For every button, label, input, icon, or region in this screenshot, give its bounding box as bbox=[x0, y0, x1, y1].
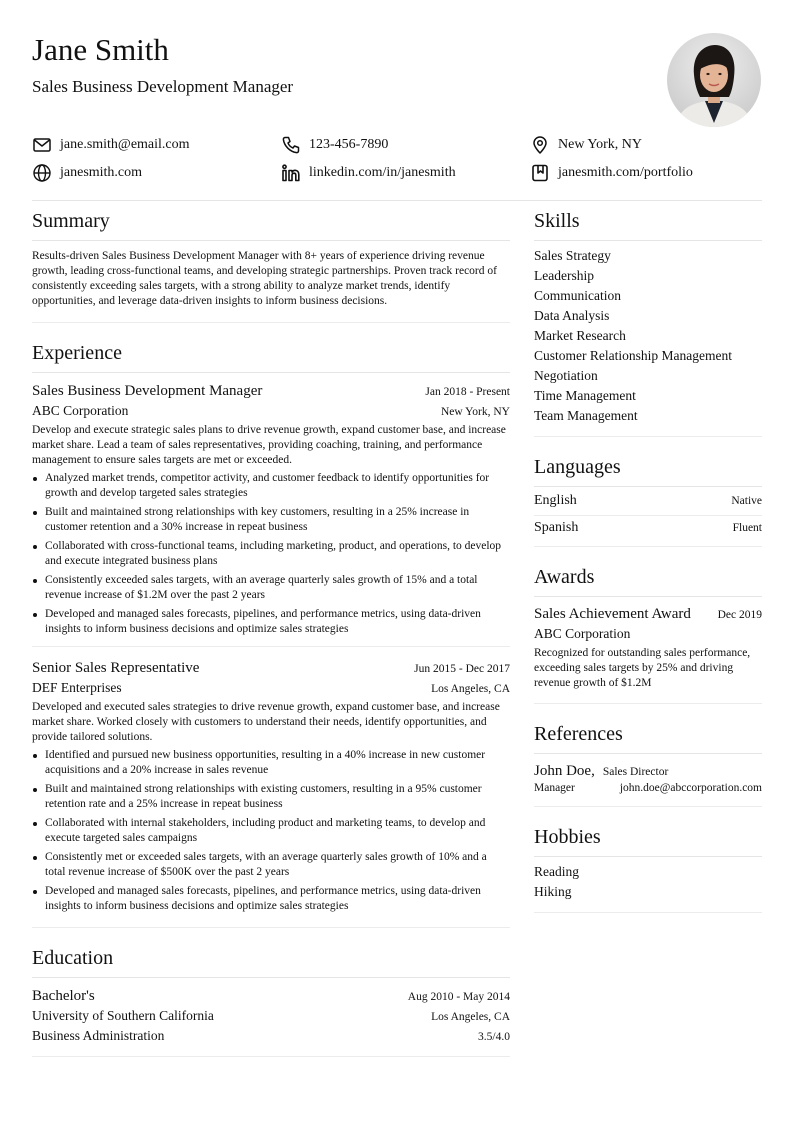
hobbies-section bbox=[534, 807, 762, 913]
hobbies-heading: Hobbies bbox=[534, 824, 762, 857]
language-level: Fluent bbox=[732, 522, 762, 534]
skill-item: Communication bbox=[534, 288, 621, 303]
contact-website[interactable] bbox=[32, 163, 281, 183]
job-bullet: Developed and managed sales forecasts, pipelines, and performance metrics, using data-driven insights to inform business decisions and optimize sales strategies bbox=[32, 607, 510, 637]
candidate-name: Jane Smith bbox=[32, 32, 169, 67]
job-bullets bbox=[32, 471, 510, 637]
job-title: Sales Business Development Manager bbox=[32, 383, 263, 399]
experience-heading: Experience bbox=[32, 340, 510, 373]
job-company: ABC Corporation bbox=[32, 403, 129, 418]
job-description: Developed and executed sales strategies to drive revenue growth, expand customer base, and increase market share. Worked closely with customers to understand their needs, identify opportunities, and provide tailored solutions. bbox=[32, 701, 500, 743]
reference-email[interactable]: john.doe@abccorporation.com bbox=[619, 782, 762, 794]
reference-name: John Doe, bbox=[534, 763, 595, 779]
contact-portfolio[interactable] bbox=[530, 163, 762, 183]
education-school: University of Southern California bbox=[32, 1008, 214, 1023]
sidebar-column bbox=[534, 208, 762, 913]
phone-text: 123-456-7890 bbox=[309, 137, 389, 152]
awards-heading: Awards bbox=[534, 564, 762, 597]
contact-phone[interactable] bbox=[281, 135, 530, 155]
award-description: Recognized for outstanding sales performance, exceeding sales targets by 25% and driving revenue growth of $1.2M bbox=[534, 647, 751, 689]
references-heading: References bbox=[534, 721, 762, 754]
map-pin-icon bbox=[530, 135, 550, 155]
skill-item: Time Management bbox=[534, 388, 636, 403]
skill-item: Customer Relationship Management bbox=[534, 348, 732, 363]
job-bullet: Built and maintained strong relationships with existing customers, resulting in a 95% customer retention rate and a 25% increase in repeat business bbox=[32, 782, 510, 812]
award-date: Dec 2019 bbox=[717, 609, 762, 621]
contact-location bbox=[530, 135, 762, 155]
job-entry bbox=[32, 373, 510, 637]
skills-section bbox=[534, 208, 762, 437]
job-bullet: Collaborated with internal stakeholders, including product and marketing teams, to develop and execute targeted sales campaigns bbox=[32, 816, 510, 846]
summary-heading: Summary bbox=[32, 208, 510, 241]
job-dates: Jun 2015 - Dec 2017 bbox=[414, 663, 510, 675]
job-company: DEF Enterprises bbox=[32, 680, 122, 695]
language-item bbox=[534, 487, 762, 515]
job-location: New York, NY bbox=[440, 406, 510, 418]
header-divider bbox=[32, 200, 762, 201]
education-heading: Education bbox=[32, 945, 510, 978]
portfolio-text: janesmith.com/portfolio bbox=[558, 165, 693, 180]
job-bullet: Consistently exceeded sales targets, with an average quarterly sales growth of 15% and a total revenue increase of $1.2M over the past 2 years bbox=[32, 573, 510, 603]
phone-icon bbox=[281, 135, 301, 155]
award-organization: ABC Corporation bbox=[534, 626, 631, 641]
email-text: jane.smith@email.com bbox=[60, 137, 190, 152]
hobby-item: Hiking bbox=[534, 884, 572, 899]
globe-icon bbox=[32, 163, 52, 183]
skill-item: Sales Strategy bbox=[534, 248, 611, 263]
education-degree: Bachelor's bbox=[32, 988, 95, 1004]
mail-icon bbox=[32, 135, 52, 155]
award-title: Sales Achievement Award bbox=[534, 606, 691, 622]
bookmark-icon bbox=[530, 163, 550, 183]
skill-item: Data Analysis bbox=[534, 308, 610, 323]
skill-item: Market Research bbox=[534, 328, 626, 343]
education-location: Los Angeles, CA bbox=[431, 1011, 510, 1023]
linkedin-text: linkedin.com/in/janesmith bbox=[309, 165, 456, 180]
job-entry bbox=[32, 646, 510, 927]
website-text: janesmith.com bbox=[60, 165, 143, 180]
contact-linkedin[interactable] bbox=[281, 163, 530, 183]
location-text: New York, NY bbox=[558, 137, 643, 152]
job-dates: Jan 2018 - Present bbox=[425, 386, 510, 398]
job-location: Los Angeles, CA bbox=[431, 683, 510, 695]
job-bullet: Collaborated with cross-functional teams, including marketing, product, and operations, to develop and execute integrated business plans bbox=[32, 539, 510, 569]
job-bullet: Analyzed market trends, competitor activity, and customer feedback to identify opportunities for growth and develop targeted sales strategies bbox=[32, 471, 510, 501]
hobby-item: Reading bbox=[534, 864, 579, 879]
linkedin-icon bbox=[281, 163, 301, 183]
job-title: Senior Sales Representative bbox=[32, 660, 200, 676]
language-name: English bbox=[534, 493, 577, 508]
summary-text: Results-driven Sales Business Development Manager with 8+ years of experience driving revenue growth, leading cross-functional teams, and developing strategic partnerships. Proven track record of consistently exceeding sales targets, with a strong ability to analyze market trends, identify opportunities, and leverage data-driven insights to inform business decisions. bbox=[32, 250, 497, 307]
reference-role: Sales Director bbox=[602, 766, 669, 778]
language-level: Native bbox=[731, 495, 762, 507]
summary-section bbox=[32, 208, 510, 323]
skill-item: Leadership bbox=[534, 268, 594, 283]
language-name: Spanish bbox=[534, 520, 579, 535]
main-column bbox=[32, 208, 510, 1057]
contact-info bbox=[32, 135, 762, 183]
education-field: Business Administration bbox=[32, 1028, 165, 1043]
references-section bbox=[534, 704, 762, 807]
profile-photo bbox=[667, 33, 761, 127]
job-bullet: Identified and pursued new business opportunities, resulting in a 40% increase in new customer acquisitions and a 20% increase in sales revenue bbox=[32, 748, 510, 778]
job-bullet: Built and maintained strong relationships with key customers, resulting in a 25% increase in customer retention and a 30% increase in repeat business bbox=[32, 505, 510, 535]
job-bullets bbox=[32, 748, 510, 927]
languages-heading: Languages bbox=[534, 454, 762, 487]
candidate-title: Sales Business Development Manager bbox=[32, 77, 294, 96]
job-bullet: Consistently met or exceeded sales targets, with an average quarterly sales growth of 10% and a total revenue increase of $500K over the past 2 years bbox=[32, 850, 510, 880]
experience-section bbox=[32, 323, 510, 928]
languages-section bbox=[534, 437, 762, 547]
job-description: Develop and execute strategic sales plans to drive revenue growth, expand customer base, and increase market share. Lead a team of sales representatives, providing coaching, training, and performance management to ensure sales targets are met or exceeded. bbox=[32, 424, 506, 466]
education-dates: Aug 2010 - May 2014 bbox=[407, 991, 510, 1003]
skills-heading: Skills bbox=[534, 208, 762, 241]
job-bullet: Developed and managed sales forecasts, pipelines, and performance metrics, using data-driven insights to inform business decisions and optimize sales strategies bbox=[32, 884, 510, 914]
skill-item: Team Management bbox=[534, 408, 638, 423]
contact-email[interactable] bbox=[32, 135, 281, 155]
language-item bbox=[534, 515, 762, 542]
awards-section bbox=[534, 547, 762, 704]
education-gpa: 3.5/4.0 bbox=[478, 1031, 510, 1043]
education-section bbox=[32, 928, 510, 1057]
skill-item: Negotiation bbox=[534, 368, 598, 383]
reference-role-continued: Manager bbox=[534, 782, 575, 794]
